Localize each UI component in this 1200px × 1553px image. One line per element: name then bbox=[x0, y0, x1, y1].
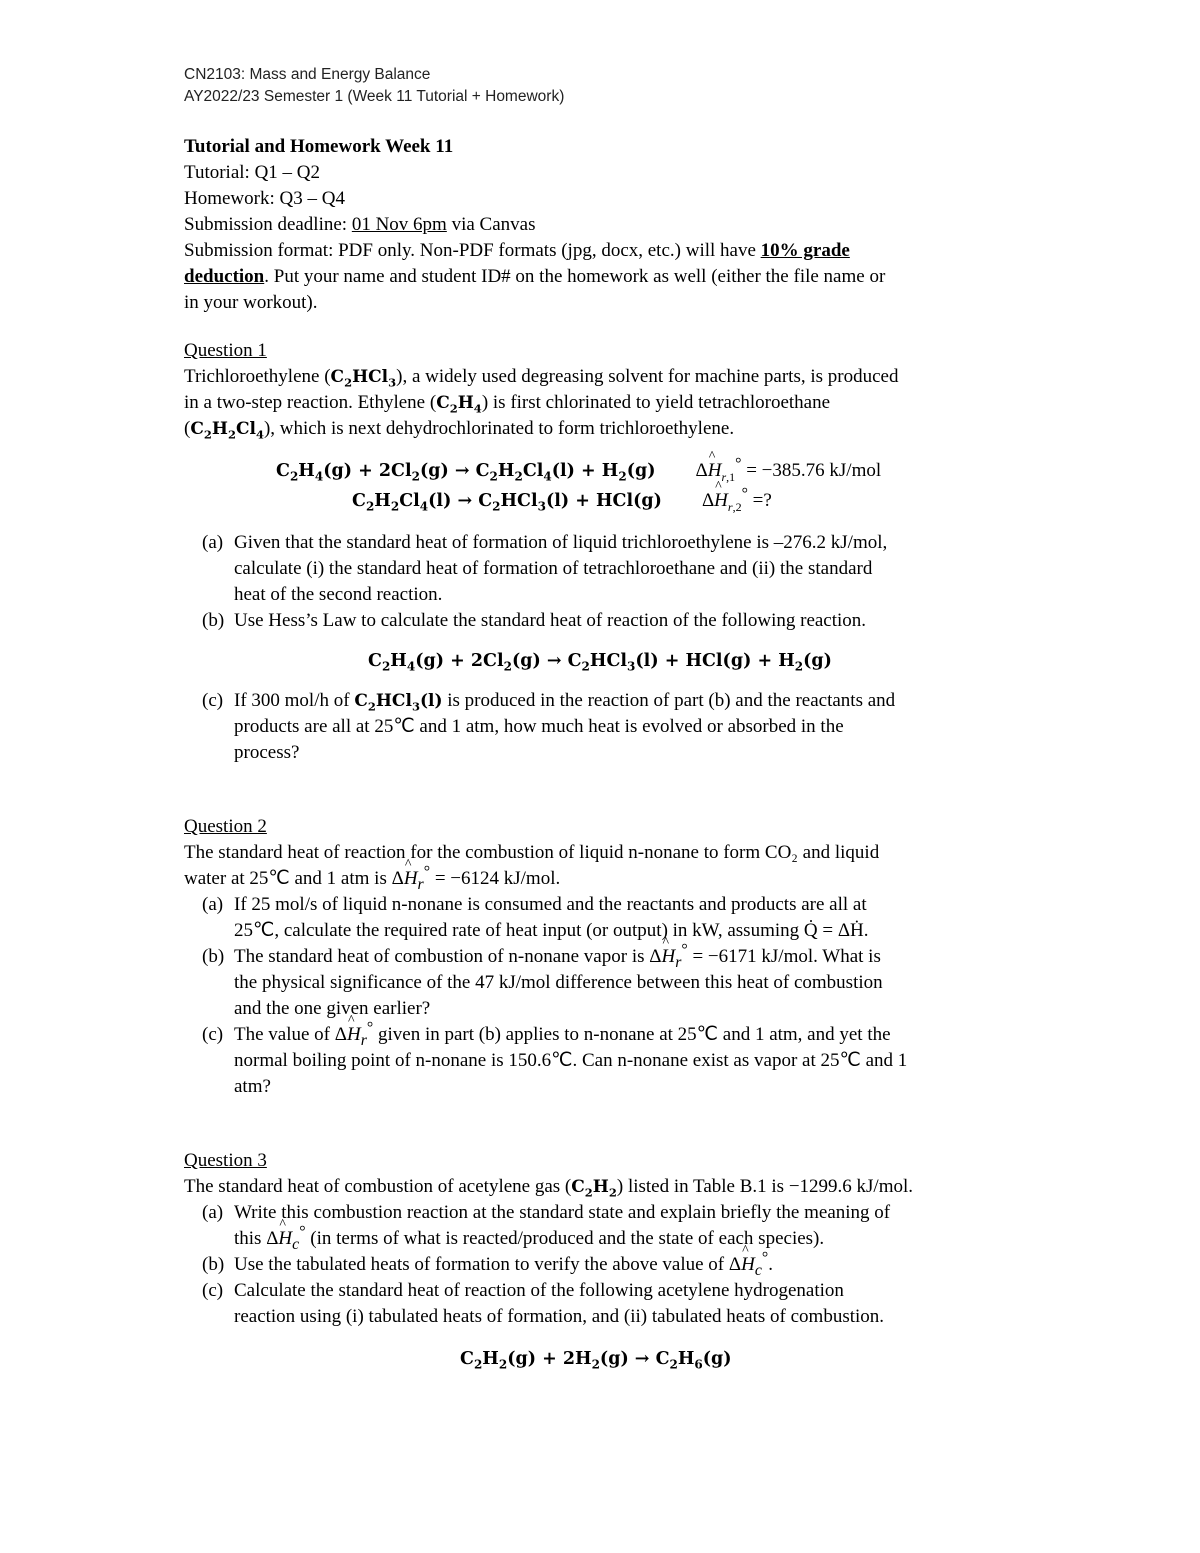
q1-part-a: (a) Given that the standard heat of formation of liquid trichloroethylene is –276.2 kJ/mol, calculate (i) the standard heat of formation of tetrachloroethane and (ii) the standard heat of the second reaction. bbox=[202, 532, 888, 605]
question-3-heading: Question 3 bbox=[184, 1150, 267, 1171]
document-header bbox=[184, 64, 564, 108]
q2-paragraph: The standard heat of reaction for the combustion of liquid n-nonane to form CO₂ and liquid bbox=[184, 842, 880, 863]
question-1-heading: Question 1 bbox=[184, 340, 267, 361]
q2-paragraph-2: water at 25℃ and 1 atm is Δ^ $H_r^\circ = -6124$ kJ/mol. bbox=[184, 866, 1034, 892]
homework-range: Homework: Q3 – Q4 bbox=[184, 188, 345, 209]
q3-paragraph: The standard heat of combustion of acetylene gas $(C_2H_2)$ listed in Table B.1 is −1299.6 kJ/mol. bbox=[184, 1176, 914, 1200]
q3-equation: $C_2H_2(g) + 2H_2(g) \to C_2H_6(g)$ bbox=[460, 1349, 732, 1372]
tutorial-range: Tutorial: Q1 – Q2 bbox=[184, 162, 321, 183]
q3-part-a: (a) Write this combustion reaction at the standard state and explain briefly the meaning of this Δ^ $H_c^\circ$ (in terms of what is reacted/produced and the state of each species). bbox=[184, 1200, 1034, 1252]
q1-equation-1: $C_2H_4(g) + 2Cl_2(g) \to C_2H_2Cl_4(l) + H_2(g)$ Δ^ $H_{r,1}^\circ = -385.76$ kJ/mol bbox=[184, 456, 1034, 486]
page-title: Tutorial and Homework Week 11 bbox=[184, 136, 454, 157]
q3-part-c: (c) Calculate the standard heat of reaction of the following acetylene hydrogenation reaction using (i) tabulated heats of formation, and (ii) tabulated heats of combustion. bbox=[202, 1280, 885, 1327]
penalty-text: 10% grade bbox=[760, 240, 850, 261]
q1-paragraph-2: in a two-step reaction. Ethylene $(C_2H_4)$ is first chlorinated to yield tetrachloroethane bbox=[184, 392, 831, 416]
submission-format-cont: deduction. Put your name and student ID# on the homework as well (either the file name or bbox=[184, 266, 886, 287]
course-title: CN2103: Mass and Energy Balance bbox=[184, 66, 431, 83]
q2-part-a: (a) If 25 mol/s of liquid n-nonane is consumed and the reactants and products are all at 25℃, calculate the required rate of heat input (or output) in kW, assuming Q̇ = ΔḢ. bbox=[202, 894, 869, 941]
q1-equation-3: $C_2H_4(g) + 2Cl_2(g) \to C_2HCl_3(l) + HCl(g) + H_2(g)$ bbox=[368, 651, 832, 674]
submission-format: Submission format: PDF only. Non-PDF formats (jpg, docx, etc.) will have 10% grade bbox=[184, 240, 850, 261]
document-body bbox=[184, 134, 1034, 1374]
question-2-heading: Question 2 bbox=[184, 816, 267, 837]
submission-deadline: Submission deadline: 01 Nov 6pm via Canvas bbox=[184, 214, 536, 235]
submission-format-end: in your workout). bbox=[184, 292, 318, 313]
q3-part-b: (b) Use the tabulated heats of formation to verify the above value of Δ^ $H_c^\circ$. bbox=[184, 1252, 1034, 1278]
q2-part-c: (c) The value of Δ^ $H_r^\circ$ given in part (b) applies to n-nonane at 25℃ and 1 atm, and yet the normal boiling point of n-nonane is 150.6℃. Can n-nonane exist as vapor at 25℃ and 1 atm? bbox=[184, 1022, 1034, 1100]
q1-paragraph: Trichloroethylene $(C_2HCl_3)$, a widely used degreasing solvent for machine parts, is produced bbox=[184, 366, 899, 390]
q2-part-b: (b) The standard heat of combustion of n-nonane vapor is Δ^ $H_r^\circ = -6171$ kJ/mol. What is the physical significance of the 47 kJ/mol difference between this heat of combustion and the one given earlier? bbox=[184, 944, 1034, 1022]
q1-paragraph-3: $(C_2H_2Cl_4)$, which is next dehydrochlorinated to form trichloroethylene. bbox=[184, 418, 735, 442]
q1-part-b: (b) Use Hess’s Law to calculate the standard heat of reaction of the following reaction. bbox=[202, 610, 867, 631]
q1-equation-2: $C_2H_2Cl_4(l) \to C_2HCl_3(l) + HCl(g)$ Δ^ $H_{r,2}^\circ$ =? bbox=[184, 486, 1034, 516]
deadline-date: 01 Nov 6pm bbox=[351, 214, 447, 235]
term-title: AY2022/23 Semester 1 (Week 11 Tutorial + Homework) bbox=[184, 88, 565, 105]
q1-part-c: (c) If 300 mol/h of $C_2HCl_3(l)$ is produced in the reaction of part (b) and the reactants and products are all at 25℃ and 1 atm, how much heat is evolved or absorbed in the process? bbox=[202, 690, 896, 763]
